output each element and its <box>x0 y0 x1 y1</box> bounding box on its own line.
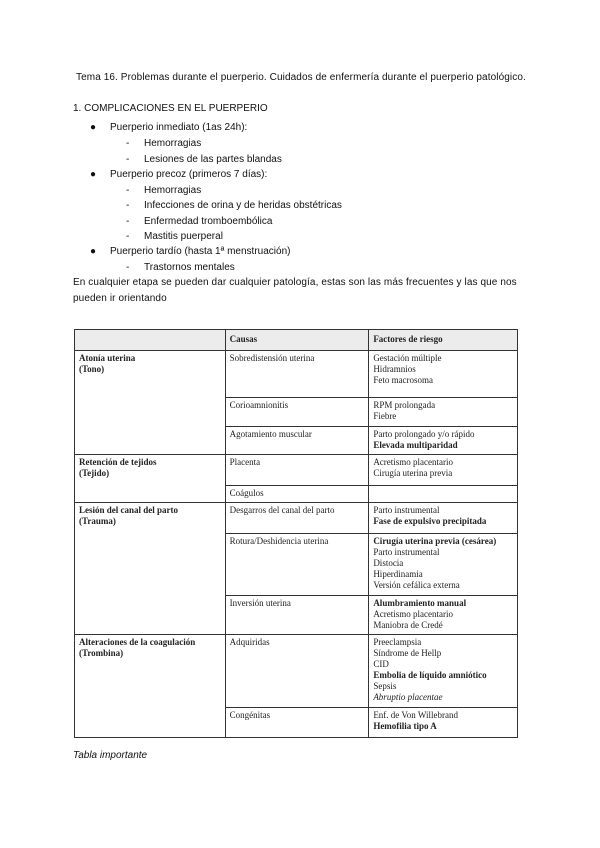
category-name: Lesión del canal del parto <box>79 505 179 515</box>
sub-list-item <box>126 200 342 211</box>
cause-cell: Adquiridas <box>225 635 369 708</box>
category-cell <box>75 503 226 635</box>
cause-cell: Rotura/Deshidencia uterina <box>225 534 369 596</box>
dash-icon: - <box>126 138 130 149</box>
cause-cell: Desgarros del canal del parto <box>225 503 369 534</box>
factors-cell <box>369 596 518 635</box>
category-tag: (Trauma) <box>79 516 116 526</box>
risk-factor: CID <box>373 659 389 669</box>
sub-list-item <box>126 154 282 165</box>
cause-cell: Sobredistensión uterina <box>225 351 369 398</box>
list-item-label: Puerperio tardío (hasta 1ª menstruación) <box>110 246 291 257</box>
sub-list-item-label: Infecciones de orina y de heridas obstétricas <box>144 200 342 211</box>
category-name: Atonía uterina <box>79 353 136 363</box>
risk-factor: Distocia <box>373 558 404 568</box>
risk-factor: Parto prolongado y/o rápido <box>373 429 475 439</box>
category-cell <box>75 351 226 455</box>
paragraph-line: pueden ir orientando <box>73 293 167 304</box>
category-tag: (Tono) <box>79 364 105 374</box>
risk-factor: Elevada multiparidad <box>373 440 458 450</box>
list-item <box>90 169 267 180</box>
sub-list-item <box>126 216 272 227</box>
sub-list-item <box>126 262 235 273</box>
category-tag: (Trombina) <box>79 648 124 658</box>
bullet-icon: ● <box>90 246 97 257</box>
risk-factor: Fase de expulsivo precipitada <box>373 516 487 526</box>
risk-factor: Hidramnios <box>373 364 416 374</box>
dash-icon: - <box>126 154 130 165</box>
paragraph-line: En cualquier etapa se pueden dar cualquier patología, estas son las más frecuentes y las que nos <box>73 277 517 288</box>
risk-factor: Maniobra de Credé <box>373 620 443 630</box>
table-caption: Tabla importante <box>73 750 148 761</box>
list-item <box>90 246 290 257</box>
cause-cell: Agotamiento muscular <box>225 427 369 455</box>
factors-cell <box>369 708 518 738</box>
bullet-icon: ● <box>90 122 97 133</box>
risk-factor: Acretismo placentario <box>373 457 454 467</box>
cause-cell: Placenta <box>225 455 369 486</box>
table-header-cell: Factores de riesgo <box>369 330 518 351</box>
dash-icon: - <box>126 216 130 227</box>
table-header-cell: Causas <box>225 330 369 351</box>
dash-icon: - <box>126 262 130 273</box>
risk-factor: Gestación múltiple <box>373 353 442 363</box>
cause-cell: Congénitas <box>225 708 369 738</box>
risk-factor: Feto macrosoma <box>373 375 434 385</box>
factors-cell <box>369 398 518 427</box>
dash-icon: - <box>126 185 130 196</box>
bullet-icon: ● <box>90 169 97 180</box>
risk-factor: Acretismo placentario <box>373 609 454 619</box>
sub-list-item <box>126 231 223 242</box>
category-cell <box>75 455 226 503</box>
sub-list-item-label: Mastitis puerperal <box>144 231 223 242</box>
sub-list-item <box>126 138 201 149</box>
cause-cell: Corioamnionitis <box>225 398 369 427</box>
list-item <box>90 122 247 133</box>
risk-factor: Cirugía uterina previa (cesárea) <box>373 536 497 546</box>
risk-factor: Sepsis <box>373 681 397 691</box>
category-cell <box>75 635 226 738</box>
factors-cell <box>369 486 518 503</box>
factors-cell <box>369 455 518 486</box>
risk-factor: Hiperdinamia <box>373 569 423 579</box>
sub-list-item-label: Enfermedad tromboembólica <box>144 216 273 227</box>
risk-factor: Enf. de Von Willebrand <box>373 710 458 720</box>
sub-list-item-label: Trastornos mentales <box>144 262 235 273</box>
category-tag: (Tejido) <box>79 468 110 478</box>
document-title: Tema 16. Problemas durante el puerperio. Cuidados de enfermería durante el puerperio patológico. <box>76 72 526 83</box>
table-header-row <box>75 330 518 351</box>
risk-factor: Versión cefálica externa <box>373 580 460 590</box>
table-row <box>75 503 518 534</box>
risk-factor: Preeclampsia <box>373 637 422 647</box>
cause-cell: Inversión uterina <box>225 596 369 635</box>
section-heading: 1. COMPLICACIONES EN EL PUERPERIO <box>73 103 268 114</box>
risk-factor: Fiebre <box>373 411 397 421</box>
sub-list-item-label: Hemorragias <box>144 185 202 196</box>
table-row <box>75 455 518 486</box>
factors-cell <box>369 427 518 455</box>
risk-factor: Alumbramiento manual <box>373 598 467 608</box>
factors-cell <box>369 534 518 596</box>
table-header-cell <box>75 330 226 351</box>
risk-factor: RPM prolongada <box>373 400 436 410</box>
factors-cell <box>369 351 518 398</box>
sub-list-item-label: Hemorragias <box>144 138 202 149</box>
risk-factor: Parto instrumental <box>373 505 440 515</box>
risk-factor: Abruptio placentae <box>373 692 443 702</box>
risk-factors-table <box>74 329 518 738</box>
sub-list-item <box>126 185 201 196</box>
risk-factor: Hemofilia tipo A <box>373 721 437 731</box>
table-row <box>75 635 518 708</box>
category-name: Retención de tejidos <box>79 457 157 467</box>
list-item-label: Puerperio inmediato (1as 24h): <box>110 122 248 133</box>
category-name: Alteraciones de la coagulación <box>79 637 196 647</box>
factors-cell <box>369 635 518 708</box>
factors-cell <box>369 503 518 534</box>
risk-factor: Cirugía uterina previa <box>373 468 453 478</box>
dash-icon: - <box>126 231 130 242</box>
table-row <box>75 351 518 398</box>
list-item-label: Puerperio precoz (primeros 7 días): <box>110 169 268 180</box>
cause-cell: Coágulos <box>225 486 369 503</box>
risk-factor: Parto instrumental <box>373 547 440 557</box>
risk-factor: Embolia de líquido amniótico <box>373 670 487 680</box>
dash-icon: - <box>126 200 130 211</box>
risk-factor: Síndrome de Hellp <box>373 648 442 658</box>
sub-list-item-label: Lesiones de las partes blandas <box>144 154 282 165</box>
